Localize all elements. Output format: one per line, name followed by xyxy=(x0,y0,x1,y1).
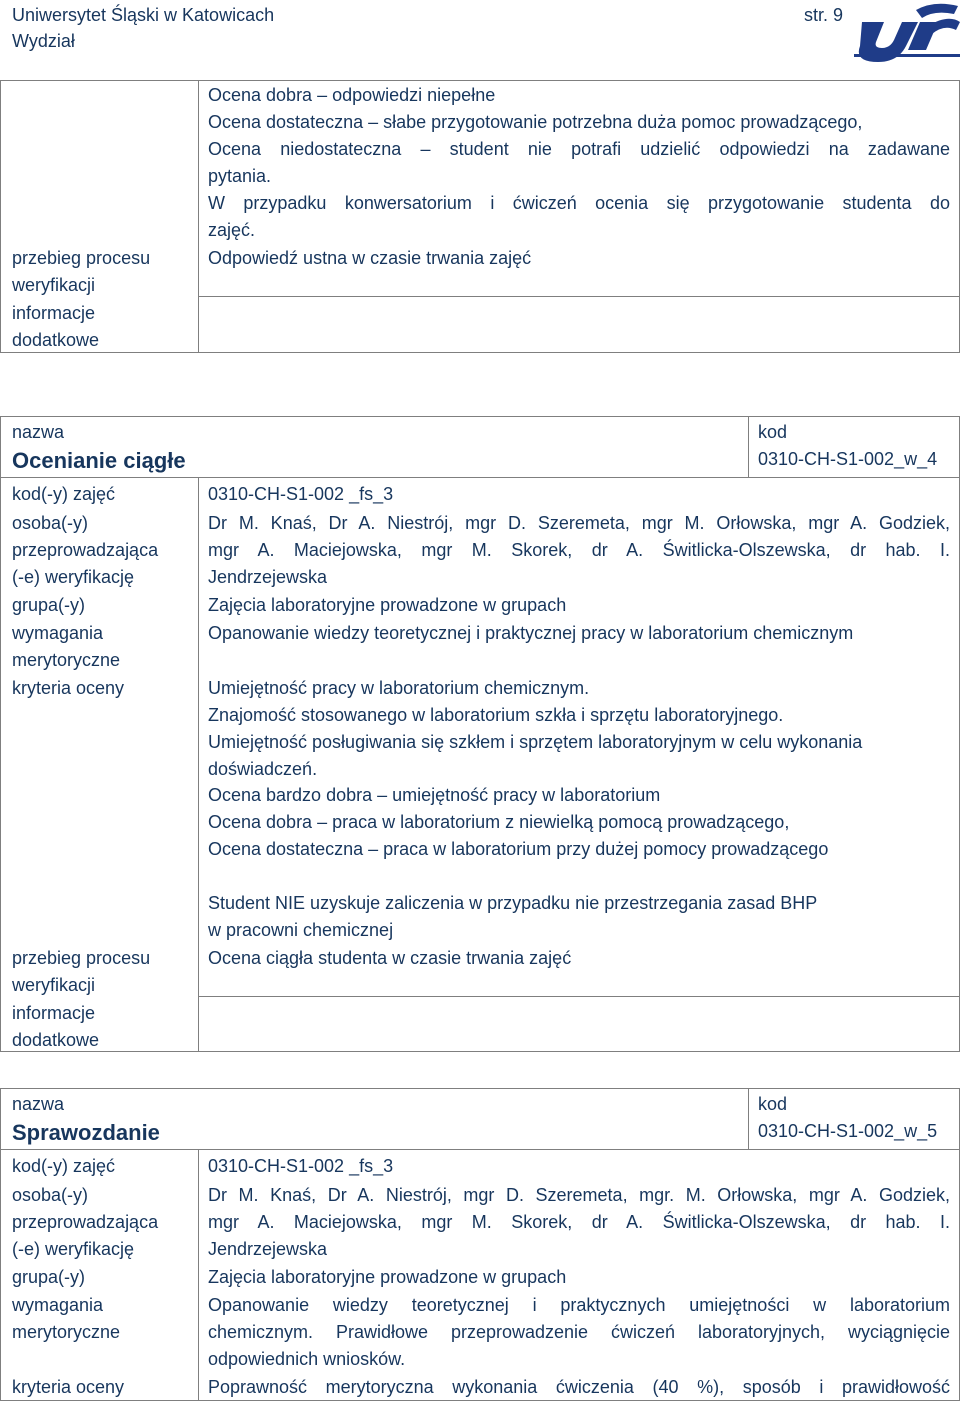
university-name: Uniwersytet Śląski w Katowicach xyxy=(12,5,275,25)
course-codes-value: 0310-CH-S1-002 _fs_3 xyxy=(208,1156,394,1176)
persons-line: Jendrzejewska xyxy=(208,1239,328,1259)
groups-label: grupa(-y) xyxy=(12,1267,86,1287)
groups-value: Zajęcia laboratoryjne prowadzone w grupach xyxy=(208,595,567,615)
page-header xyxy=(0,0,960,70)
criteria-line: Poprawność merytoryczna wykonania ćwiczenia (40 %), sposób i prawidłowość xyxy=(208,1377,950,1397)
criteria-line: Znajomość stosowanego w laboratorium szkła i sprzętu laboratoryjnego. xyxy=(208,705,784,725)
groups-label: grupa(-y) xyxy=(12,595,86,615)
criteria-line: Ocena bardzo dobra – umiejętność pracy w laboratorium xyxy=(208,785,661,805)
code-label: kod xyxy=(758,1094,788,1114)
criteria-line: W przypadku konwersatorium i ćwiczeń ocenia się przygotowanie studenta do xyxy=(208,193,950,213)
course-codes-label: kod(-y) zajęć xyxy=(12,484,116,504)
requirements-line: Opanowanie wiedzy teoretycznej i praktycznej pracy w laboratorium chemicznym xyxy=(208,623,854,643)
university-logo xyxy=(854,0,960,66)
persons-label: osoba(-y) xyxy=(12,513,89,533)
requirements-label: wymagania xyxy=(12,623,104,643)
section-title: Sprawozdanie xyxy=(12,1120,160,1145)
course-codes-label: kod(-y) zajęć xyxy=(12,1156,116,1176)
additional-info-label: dodatkowe xyxy=(12,330,100,350)
persons-line: mgr A. Maciejowska, mgr M. Skorek, dr A. Świtlicka-Olszewska, dr hab. I. xyxy=(208,540,950,560)
requirements-line: Opanowanie wiedzy teoretycznej i praktycznych umiejętności w laboratorium xyxy=(208,1295,950,1315)
persons-label: przeprowadzająca xyxy=(12,540,159,560)
criteria-line: Ocena dobra – praca w laboratorium z niewielką pomocą prowadzącego, xyxy=(208,812,790,832)
groups-value: Zajęcia laboratoryjne prowadzone w grupach xyxy=(208,1267,567,1287)
persons-label: (-e) weryfikację xyxy=(12,567,135,587)
faculty-name: Wydział xyxy=(12,31,75,51)
criteria-line: Student NIE uzyskuje zaliczenia w przypadku nie przestrzegania zasad BHP xyxy=(208,893,818,913)
criteria-line: w pracowni chemicznej xyxy=(208,920,394,940)
criteria-line: Umiejętność pracy w laboratorium chemicznym. xyxy=(208,678,590,698)
name-label: nazwa xyxy=(12,1094,65,1114)
criteria-line: pytania. xyxy=(208,166,272,186)
code-label: kod xyxy=(758,422,788,442)
verification-label: weryfikacji xyxy=(12,975,96,995)
verification-label: weryfikacji xyxy=(12,275,96,295)
additional-info-label: informacje xyxy=(12,1003,96,1023)
criteria-line: Ocena dostateczna – praca w laboratorium przy dużej pomocy prowadzącego xyxy=(208,839,829,859)
persons-line: Dr M. Knaś, Dr A. Niestrój, mgr D. Szeremeta, mgr. M. Orłowska, mgr A. Godziek, xyxy=(208,1185,950,1205)
persons-line: Dr M. Knaś, Dr A. Niestrój, mgr D. Szeremeta, mgr M. Orłowska, mgr A. Godziek, xyxy=(208,513,950,533)
persons-label: przeprowadzająca xyxy=(12,1212,159,1232)
requirements-label: wymagania xyxy=(12,1295,104,1315)
criteria-line: doświadczeń. xyxy=(208,759,318,779)
section-code: 0310-CH-S1-002_w_5 xyxy=(758,1121,938,1141)
name-label: nazwa xyxy=(12,422,65,442)
verification-label: przebieg procesu xyxy=(12,948,151,968)
criteria-label: kryteria oceny xyxy=(12,1377,125,1397)
section-title: Ocenianie ciągłe xyxy=(12,448,186,473)
verification-label: przebieg procesu xyxy=(12,248,151,268)
page-number: str. 9 xyxy=(804,5,844,25)
requirements-label: merytoryczne xyxy=(12,1322,121,1342)
section-code: 0310-CH-S1-002_w_4 xyxy=(758,449,938,469)
persons-line: Jendrzejewska xyxy=(208,567,328,587)
criteria-line: zajęć. xyxy=(208,220,256,240)
persons-label: osoba(-y) xyxy=(12,1185,89,1205)
additional-info-label: informacje xyxy=(12,303,96,323)
requirements-line: chemicznym. Prawidłowe przeprowadzenie ćwiczeń laboratoryjnych, wyciągnięcie xyxy=(208,1322,950,1342)
requirements-line: odpowiednich wniosków. xyxy=(208,1349,406,1369)
requirements-label: merytoryczne xyxy=(12,650,121,670)
criteria-line: Umiejętność posługiwania się szkłem i sprzętem laboratoryjnym w celu wykonania xyxy=(208,732,863,752)
course-codes-value: 0310-CH-S1-002 _fs_3 xyxy=(208,484,394,504)
additional-info-label: dodatkowe xyxy=(12,1030,100,1050)
criteria-line: Ocena dobra – odpowiedzi niepełne xyxy=(208,85,496,105)
persons-label: (-e) weryfikację xyxy=(12,1239,135,1259)
verification-value: Ocena ciągła studenta w czasie trwania zajęć xyxy=(208,948,572,968)
criteria-label: kryteria oceny xyxy=(12,678,125,698)
persons-line: mgr A. Maciejowska, mgr M. Skorek, dr A. Świtlicka-Olszewska, dr hab. I. xyxy=(208,1212,950,1232)
criteria-line: Ocena niedostateczna – student nie potrafi udzielić odpowiedzi na zadawane xyxy=(208,139,950,159)
criteria-line: Ocena dostateczna – słabe przygotowanie potrzebna duża pomoc prowadzącego, xyxy=(208,112,863,132)
verification-value: Odpowiedź ustna w czasie trwania zajęć xyxy=(208,248,532,268)
